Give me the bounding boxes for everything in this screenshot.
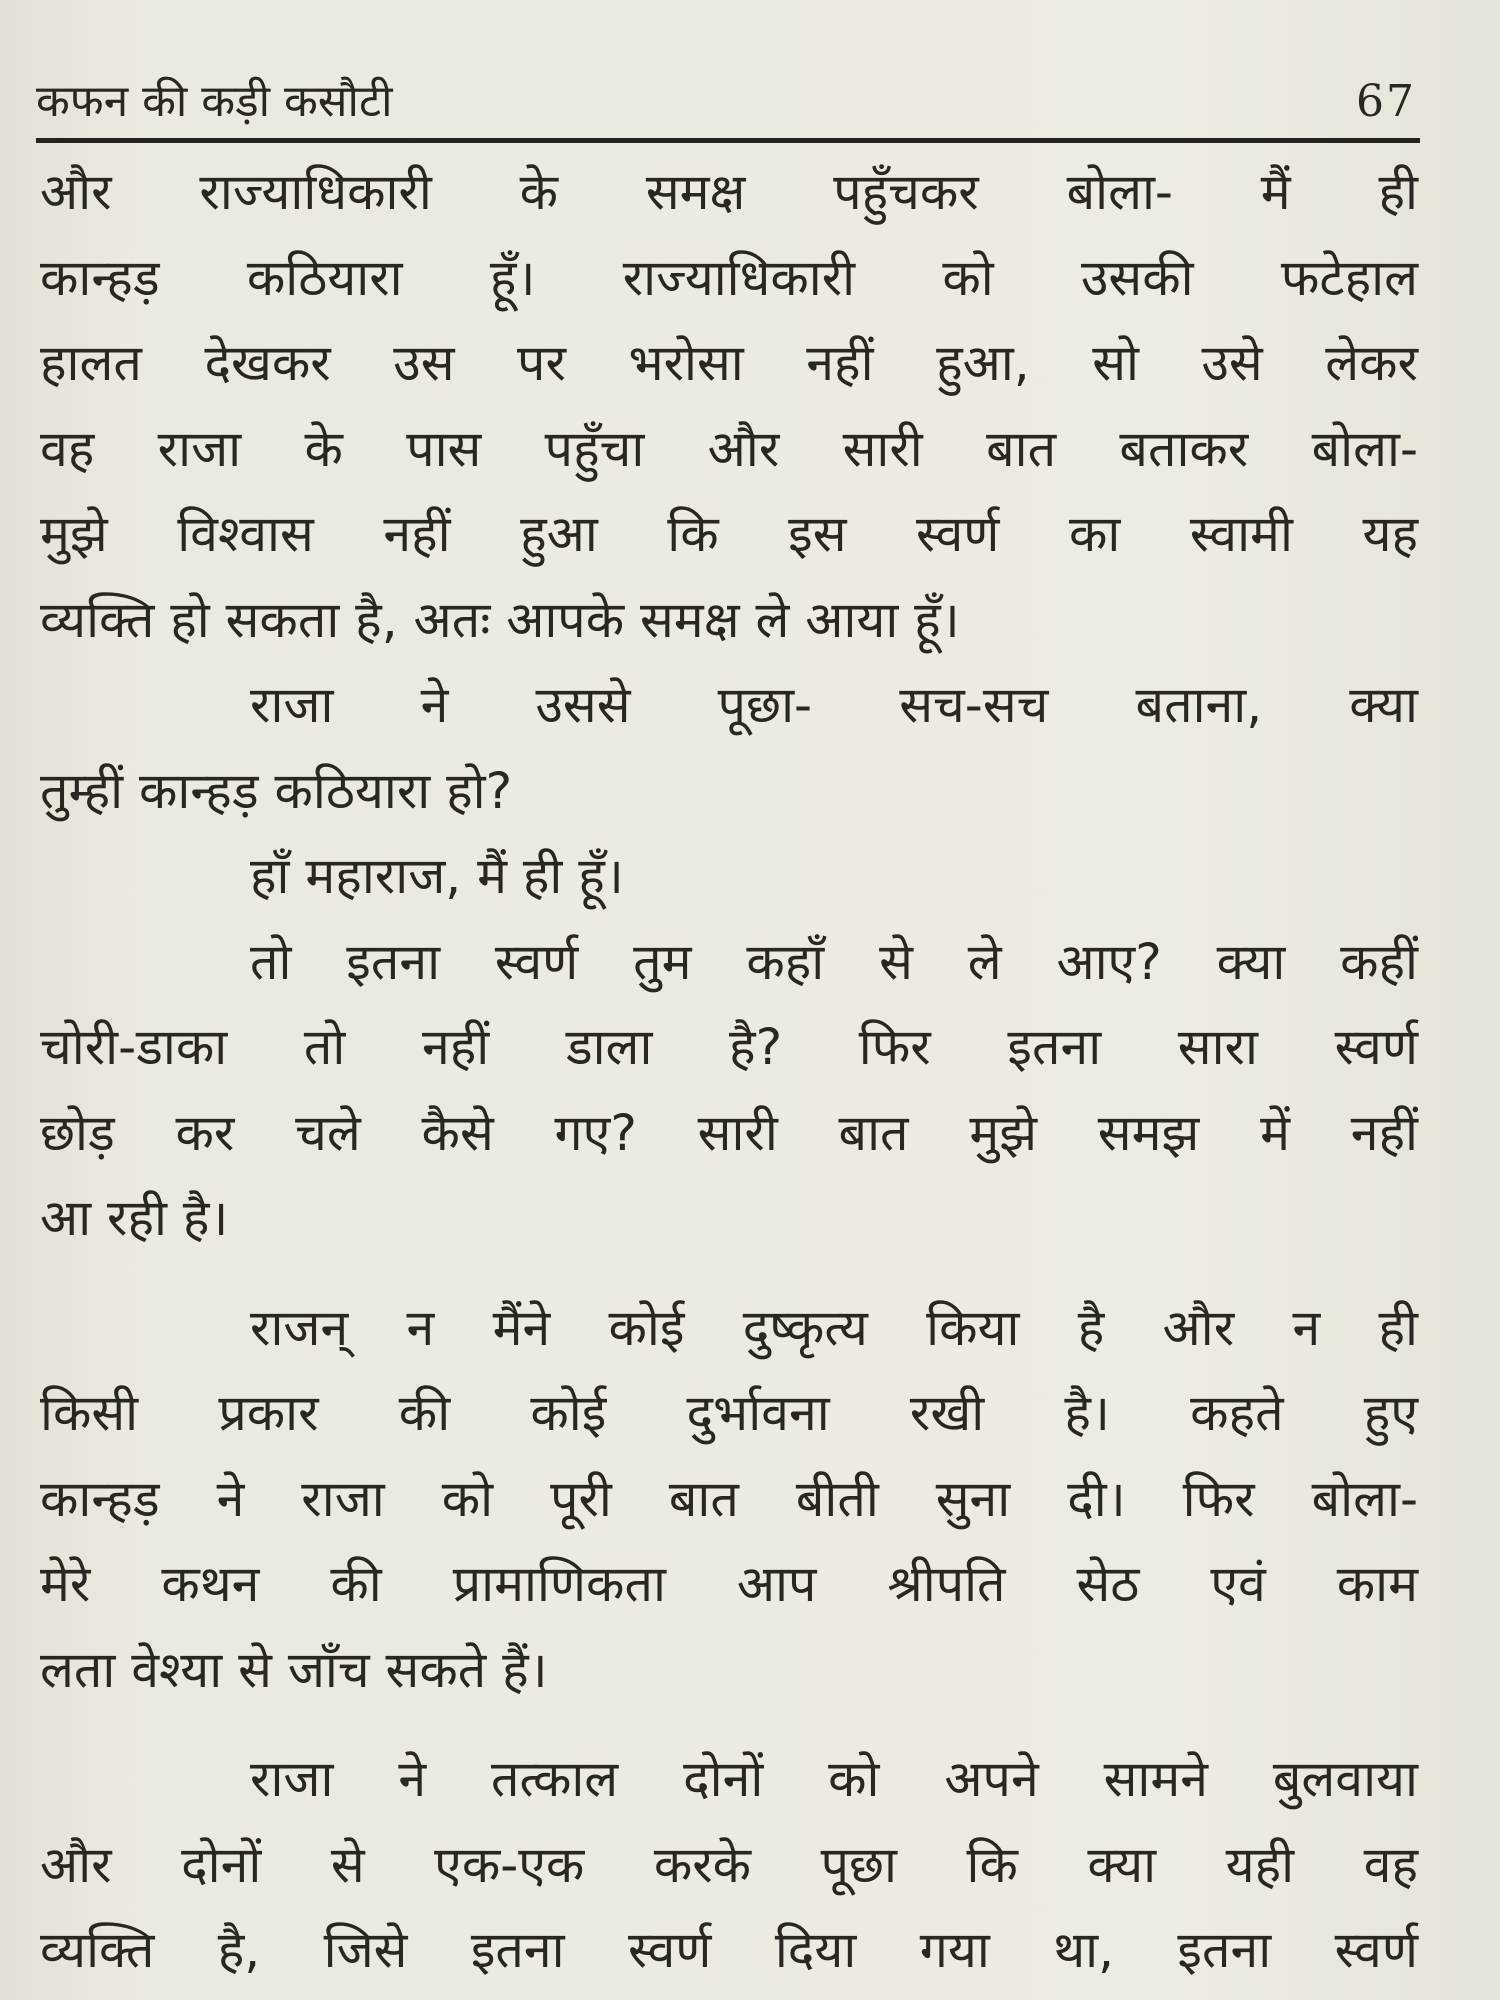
text-line: और राज्याधिकारी के समक्ष पहुँचकर बोला- मैं ही <box>40 163 1418 221</box>
running-title: कफन की कड़ी कसौटी <box>36 76 393 127</box>
text-line: व्यक्ति है, जिसे इतना स्वर्ण दिया गया था, इतना स्वर्ण <box>40 1921 1418 1979</box>
paragraph-6 <box>40 1737 1418 1994</box>
text-line: हालत देखकर उस पर भरोसा नहीं हुआ, सो उसे लेकर <box>40 334 1418 392</box>
text-line: किसी प्रकार की कोई दुर्भावना रखी है। कहते हुए <box>40 1384 1418 1442</box>
paragraph-2 <box>40 663 1418 834</box>
text-line: वह राजा के पास पहुँचा और सारी बात बताकर बोला- <box>40 419 1418 478</box>
paragraph-1 <box>40 150 1418 663</box>
text-line: और दोनों से एक-एक करके पूछा कि क्या यही वह <box>40 1835 1418 1894</box>
text-line: लता वेश्या से जाँच सकते हैं। <box>40 1640 548 1699</box>
body-text <box>40 150 1418 1994</box>
text-line: राजा ने तत्काल दोनों को अपने सामने बुलवाया <box>250 1750 1418 1808</box>
paragraph-4 <box>40 920 1418 1262</box>
text-line: चोरी-डाका तो नहीं डाला है? फिर इतना सारा स्वर्ण <box>40 1018 1418 1076</box>
text-line: तुम्हीं कान्हड़ कठियारा हो? <box>40 761 513 820</box>
text-line: तो इतना स्वर्ण तुम कहाँ से ले आए? क्या कहीं <box>250 932 1418 991</box>
header-rule <box>36 138 1420 143</box>
text-line: मेरे कथन की प्रामाणिकता आप श्रीपति सेठ एवं काम <box>40 1555 1418 1613</box>
paragraph-5 <box>40 1286 1418 1714</box>
page-header <box>36 72 1416 132</box>
text-line: कान्हड़ कठियारा हूँ। राज्याधिकारी को उसकी फटेहाल <box>40 248 1418 307</box>
paragraph-gap <box>40 1262 1418 1286</box>
text-line: राजन् न मैंने कोई दुष्कृत्य किया है और न ही <box>250 1298 1418 1357</box>
paragraph-3 <box>40 834 1418 920</box>
text-line: आ रही है। <box>40 1189 229 1247</box>
text-line: मुझे विश्वास नहीं हुआ कि इस स्वर्ण का स्वामी यह <box>40 505 1418 563</box>
text-line: कान्हड़ ने राजा को पूरी बात बीती सुना दी। फिर बोला- <box>40 1469 1418 1528</box>
page-number: 67 <box>1356 76 1416 127</box>
text-line: राजा ने उससे पूछा- सच-सच बताना, क्या <box>250 676 1418 734</box>
text-line: व्यक्ति हो सकता है, अतः आपके समक्ष ले आया हूँ। <box>40 590 960 649</box>
paragraph-gap <box>40 1713 1418 1737</box>
text-line: हाँ महाराज, मैं ही हूँ। <box>250 847 624 905</box>
text-line: छोड़ कर चले कैसे गए? सारी बात मुझे समझ में नहीं <box>40 1103 1418 1162</box>
